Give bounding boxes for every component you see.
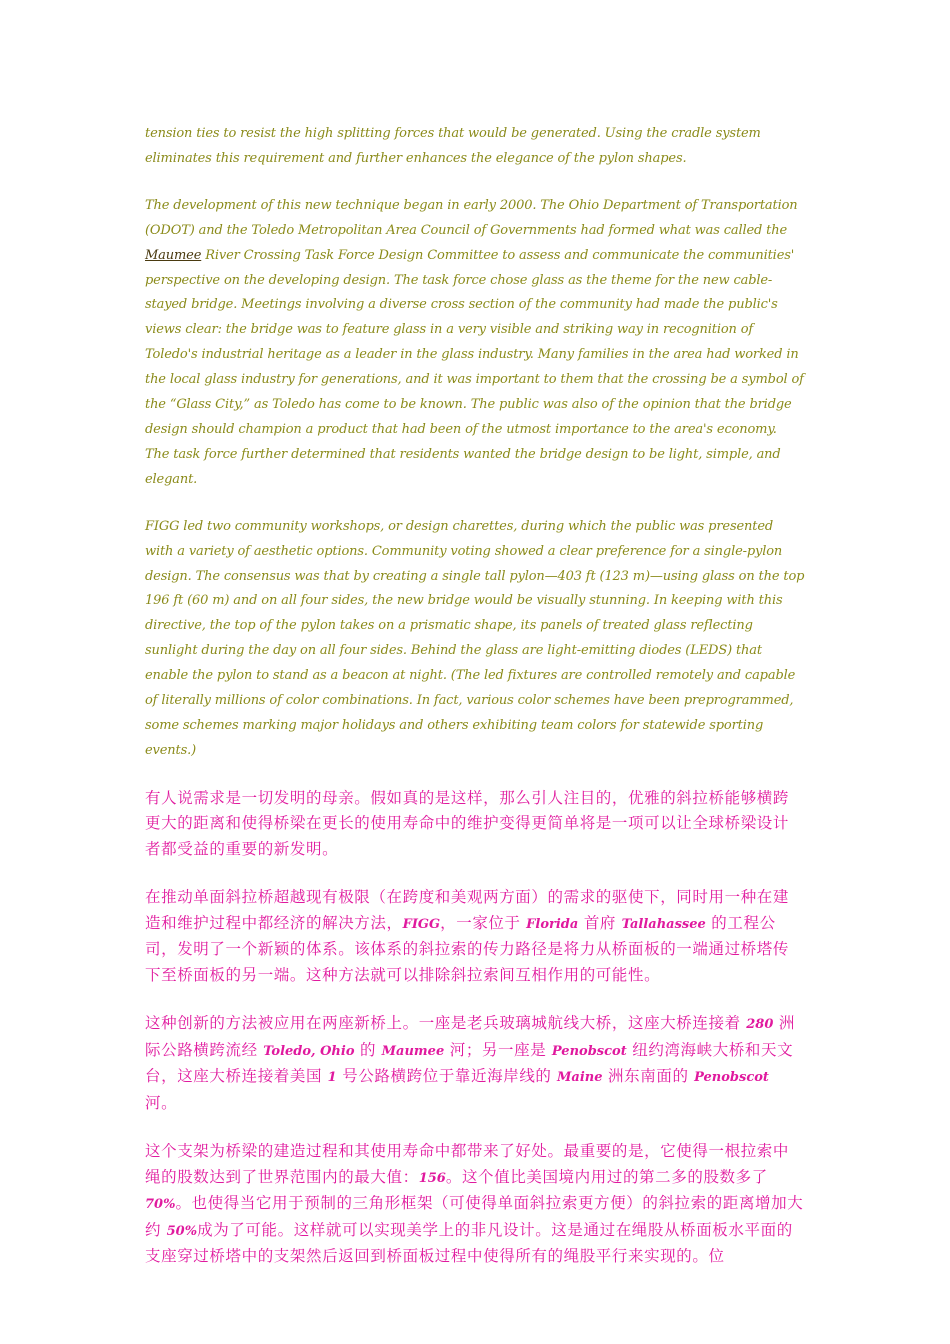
- chinese-paragraph-4-text-d: 成为了可能。这样就可以实现美学上的非凡设计。这是通过在绳股从桥面板水平面的支座穿过桥塔中的支架然后返回到桥面板过程中使得所有的绳股平行来实现的。位: [145, 1220, 793, 1266]
- english-paragraph-1: tension ties to resist the high splitting forces that would be generated. Using the cradle system eliminates this requirement and further enhances the elegance of the pylon shapes.: [145, 126, 761, 166]
- english-paragraph-2: [145, 194, 805, 493]
- chinese-paragraph-3-text-c: 的: [354, 1040, 382, 1059]
- chinese-paragraph-3-text-g: 洲东南面的: [602, 1067, 695, 1086]
- chinese-paragraph-2-text-b: ，一家位于: [440, 913, 527, 932]
- term-penobscot-2: Penobscot: [694, 1070, 769, 1086]
- maumee-underlined-term: Maumee: [145, 247, 202, 263]
- chinese-paragraph-4-text-a: 这个支架为桥梁的建造过程和其使用寿命中都带来了好处。最重要的是，它使得一根拉索中绳的股数达到了世界范围内的最大值：: [145, 1142, 790, 1186]
- term-figg: FIGG: [402, 916, 441, 932]
- chinese-paragraph-2-text-c: 首府: [578, 913, 622, 932]
- chinese-paragraph-3-text-f: 号公路横跨位于靠近海岸线的: [336, 1067, 558, 1086]
- chinese-paragraph-2-text-d: 的工程公司，发明了一个新颖的体系。该体系的斜拉索的传力路径是将力从桥面板的一端通过桥塔传下至桥面板的另一端。这种方法就可以排除斜拉索间互相作用的可能性。: [145, 913, 790, 984]
- term-maumee: Maumee: [381, 1043, 445, 1059]
- chinese-paragraph-3-text-b: 洲际公路横跨流经: [145, 1014, 796, 1059]
- term-penobscot-1: Penobscot: [551, 1043, 627, 1059]
- chinese-paragraph-4: [145, 1139, 805, 1270]
- term-156: 156: [418, 1170, 446, 1186]
- chinese-paragraph-3-text-h: 河。: [145, 1093, 178, 1112]
- term-toledo-ohio: Toledo, Ohio: [263, 1043, 355, 1059]
- term-tallahassee: Tallahassee: [621, 916, 706, 932]
- chinese-paragraph-4-text-b: 。这个值比美国境内用过的第二多的股数多了: [445, 1167, 768, 1186]
- chinese-paragraph-3-text-d: 河；另一座是: [444, 1040, 552, 1059]
- chinese-paragraph-3-text-e: 纽约湾海峡大桥和天文台，这座大桥连接着美国: [145, 1040, 794, 1086]
- term-florida: Florida: [526, 916, 579, 932]
- english-paragraph-2-text-a: The development of this new technique began in early 2000. The Ohio Department of Transportation (ODOT) and the Toledo Metropolitan Area Council of Governments had formed what was called the: [145, 197, 798, 238]
- term-route-1: 1: [327, 1070, 337, 1086]
- english-paragraph-3: FIGG led two community workshops, or design charettes, during which the public was presented with a variety of aesthetic options. Community voting showed a clear preference for a single-pylon design. The consensus was that by creating a single tall pylon—403 ft (123 m)—using glass on the top 196 ft (60 m) and on all four sides, the new bridge would be visually stunning. In keeping with this directive, the top of the pylon takes on a prismatic shape, its panels of treated glass reflecting sunlight during the day on all four sides. Behind the glass are light-emitting diodes (LEDS) that enable the pylon to stand as a beacon at night. (The led fixtures are controlled remotely and capable of literally millions of color combinations. In fact, various color schemes have been preprogrammed, some schemes marking major holidays and others exhibiting team colors for statewide sporting events.): [145, 518, 805, 758]
- document-page: [145, 122, 805, 1293]
- chinese-paragraph-3: [145, 1011, 805, 1116]
- english-paragraph-2-text-b: River Crossing Task Force Design Committee to assess and communicate the communities' perspective on the developing design. The task force chose glass as the theme for the new cable-stayed bridge. Meetings involving a diverse cross section of the community had made the public's views clear: the bridge was to feature glass in a very visible and striking way in recognition of Toledo's industrial heritage as a leader in the glass industry. Many families in the area had worked in the local glass industry for generations, and it was important to them that the crossing be a symbol of the “Glass City,” as Toledo has come to be known. The public was also of the opinion that the bridge design should champion a product that had been of the utmost importance to the area's economy. The task force further determined that residents wanted the bridge design to be light, simple, and elegant.: [145, 247, 804, 487]
- chinese-paragraph-2: [145, 885, 805, 988]
- term-maine: Maine: [557, 1070, 603, 1086]
- chinese-paragraph-3-text-a: 这种创新的方法被应用在两座新桥上。一座是老兵玻璃城航线大桥，这座大桥连接着: [145, 1014, 747, 1033]
- term-50-percent: 50%: [166, 1223, 198, 1239]
- chinese-paragraph-4-text-c: 。也使得当它用于预制的三角形框架（可使得单面斜拉索更方便）的斜拉索的距离增加大约: [145, 1194, 804, 1239]
- term-70-percent: 70%: [145, 1197, 176, 1213]
- term-280: 280: [746, 1017, 774, 1033]
- chinese-paragraph-2-text-a: 在推动单面斜拉桥超越现有极限（在跨度和美观两方面）的需求的驱使下，同时用一种在建造和维护过程中都经济的解决方法，: [145, 888, 790, 932]
- chinese-paragraph-1: 有人说需求是一切发明的母亲。假如真的是这样，那么引人注目的，优雅的斜拉桥能够横跨更大的距离和使得桥梁在更长的使用寿命中的维护变得更简单将是一项可以让全球桥梁设计者都受益的重要的新发明。: [145, 788, 790, 858]
